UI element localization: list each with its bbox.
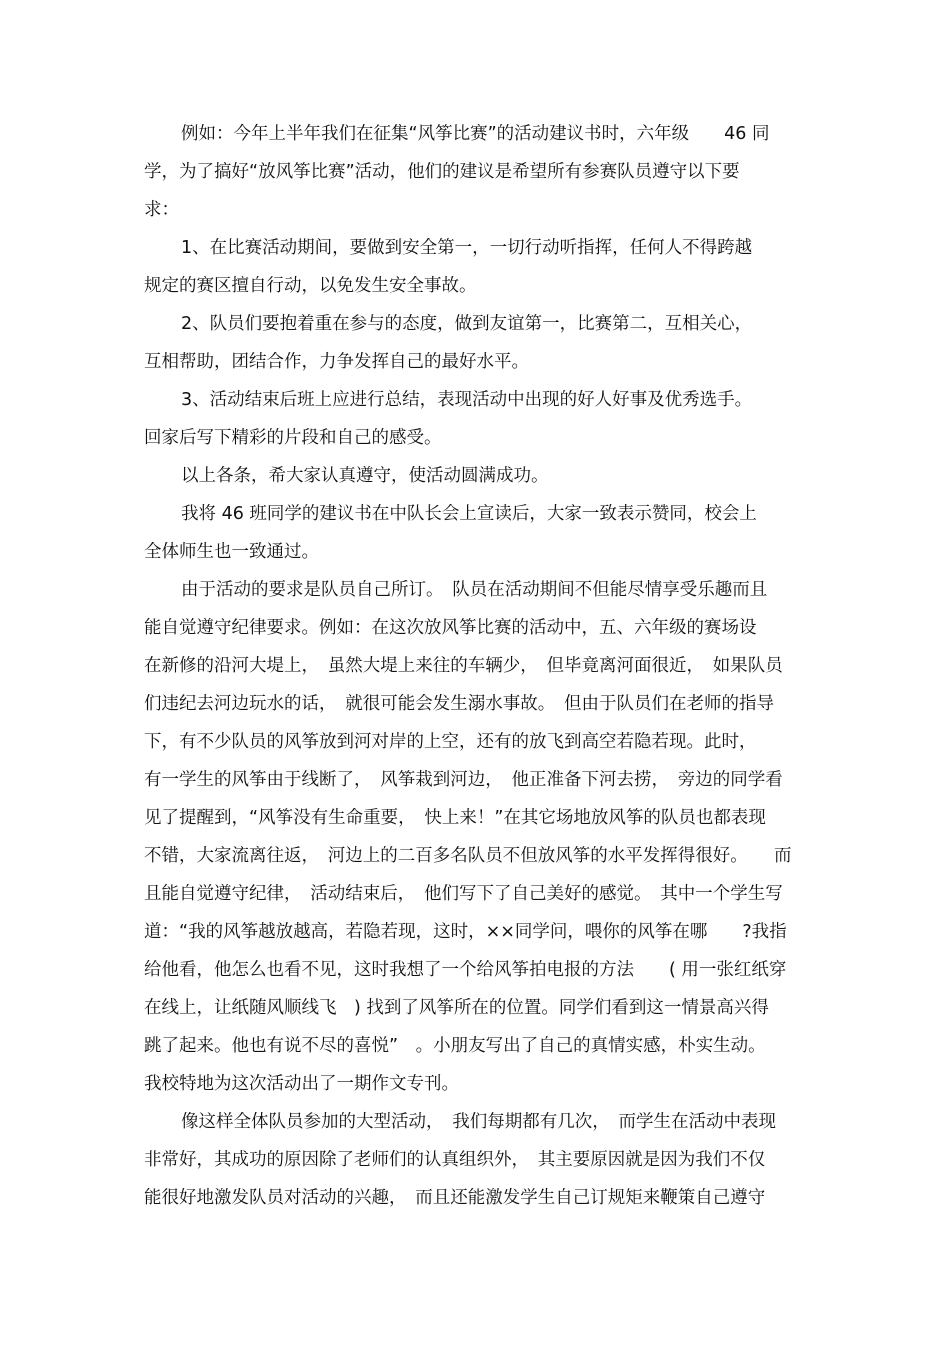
text-line: 规定的赛区擅自行动，以免发生安全事故。 xyxy=(144,276,477,296)
text-line: 求： xyxy=(144,200,179,220)
text-line: 像这样全体队员参加的大型活动， 我们每期都有几次， 而学生在活动中表现 xyxy=(181,1112,776,1132)
text-line: 例如：今年上半年我们在征集“风筝比赛”的活动建议书时，六年级 46 同 xyxy=(181,124,770,144)
text-line: 1、在比赛活动期间，要做到安全第一，一切行动听指挥，任何人不得跨越 xyxy=(181,238,753,258)
text-line: 学，为了搞好“放风筝比赛”活动，他们的建议是希望所有参赛队员遵守以下要 xyxy=(144,162,740,182)
text-line: 且能自觉遵守纪律， 活动结束后， 他们写下了自己美好的感觉。 其中一个学生写 xyxy=(144,884,783,904)
text-line: 跳了起来。他也有说不尽的喜悦” 。小朋友写出了自己的真情实感，朴实生动。 xyxy=(144,1036,766,1056)
text-line: 见了提醒到，“风筝没有生命重要， 快上来！”在其它场地放风筝的队员也都表现 xyxy=(144,808,766,828)
text-line: 道：“我的风筝越放越高，若隐若现，这时，××同学问，喂你的风筝在哪 ?我指 xyxy=(144,922,787,942)
text-line: 由于活动的要求是队员自己所订。 队员在活动期间不但能尽情享受乐趣而且 xyxy=(181,580,768,600)
text-line: 非常好，其成功的原因除了老师们的认真组织外， 其主要原因就是因为我们不仅 xyxy=(144,1150,766,1170)
text-line: 能很好地激发队员对活动的兴趣， 而且还能激发学生自己订规矩来鞭策自己遵守 xyxy=(144,1188,766,1208)
text-line: 有一学生的风筝由于线断了， 风筝栽到河边， 他正准备下河去捞， 旁边的同学看 xyxy=(144,770,783,790)
text-line: 们违纪去河边玩水的话， 就很可能会发生溺水事故。 但由于队员们在老师的指导 xyxy=(144,694,774,714)
text-line: 全体师生也一致通过。 xyxy=(144,542,319,562)
text-line: 以上各条，希大家认真遵守，使活动圆满成功。 xyxy=(181,466,549,486)
text-line: 不错，大家流离往返， 河边上的二百多名队员不但放风筝的水平发挥得很好。 而 xyxy=(144,846,792,866)
text-line: 下，有不少队员的风筝放到河对岸的上空，还有的放飞到高空若隐若现。此时， xyxy=(144,732,757,752)
text-line: 回家后写下精彩的片段和自己的感受。 xyxy=(144,428,442,448)
text-line: 我将 46 班同学的建议书在中队长会上宣读后，大家一致表示赞同，校会上 xyxy=(181,504,757,524)
text-line: 在新修的沿河大堤上， 虽然大堤上来往的车辆少， 但毕竟离河面很近， 如果队员 xyxy=(144,656,783,676)
text-line: 给他看，他怎么也看不见，这时我想了一个给风筝拍电报的方法 ( 用一张红纸穿 xyxy=(144,960,787,980)
text-line: 在线上，让纸随风顺线飞 ) 找到了风筝所在的位置。同学们看到这一情景高兴得 xyxy=(144,998,769,1018)
text-line: 我校特地为这次活动出了一期作文专刊。 xyxy=(144,1074,459,1094)
text-line: 能自觉遵守纪律要求。例如：在这次放风筝比赛的活动中，五、六年级的赛场设 xyxy=(144,618,757,638)
text-line: 互相帮助，团结合作，力争发挥自己的最好水平。 xyxy=(144,352,529,372)
text-line: 3、活动结束后班上应进行总结，表现活动中出现的好人好事及优秀选手。 xyxy=(181,390,753,410)
text-line: 2、队员们要抱着重在参与的态度，做到友谊第一，比赛第二，互相关心， xyxy=(181,314,753,334)
